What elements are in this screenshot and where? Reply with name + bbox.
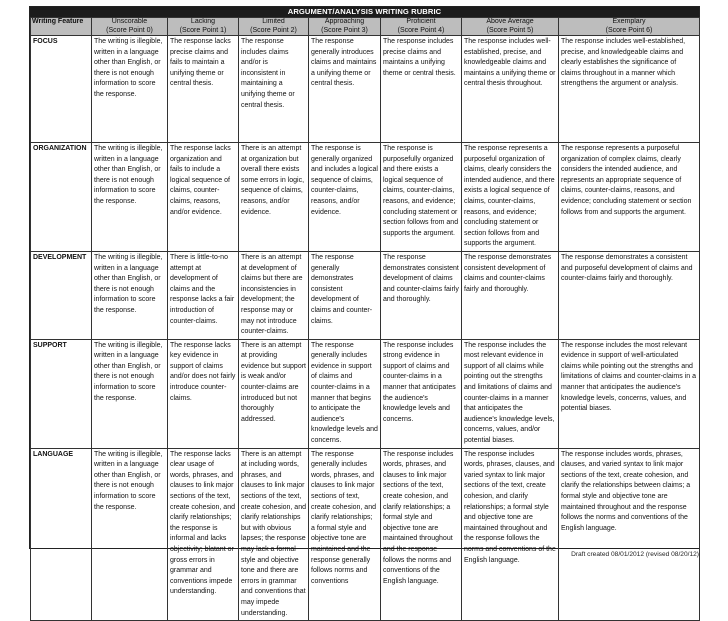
rubric-cell: The response includes the most relevant evidence in support of all claims while pointing out the strengths and limitations of claims and counter-claims in a manner that anticipates the audience's knowledge levels, concerns, values, and/or potential biases. (462, 339, 559, 448)
level-score: (Score Point 0) (106, 26, 153, 34)
feature-cell: DEVELOPMENT (31, 251, 92, 339)
table-row-support (31, 339, 700, 448)
level-name: Above Average (486, 18, 534, 25)
rubric-cell: The response lacks organization and fails to include a logical sequence of claims, counter-claims, reasons, and/or evidence. (168, 143, 239, 252)
feature-cell: LANGUAGE (31, 448, 92, 621)
rubric-cell: The writing is illegible, written in a language other than English, or there is not enough information to score the response. (92, 339, 168, 448)
rubric-cell: The writing is illegible, written in a language other than English, or there is not enough information to score the response. (92, 251, 168, 339)
header-level-1 (168, 18, 239, 36)
level-score: (Score Point 1) (179, 26, 227, 34)
rubric-title: ARGUMENT/ANALYSIS WRITING RUBRIC (30, 7, 699, 17)
level-name: Limited (262, 18, 285, 25)
rubric-cell: The writing is illegible, written in a language other than English, or there is not enough information to score the response. (92, 143, 168, 252)
header-writing-feature: Writing Feature (31, 18, 92, 36)
rubric-cell: There is an attempt at providing evidence but support is weak and/or counter-claims are introduced but not thoroughly addressed. (239, 339, 309, 448)
rubric-cell: There is little-to-no attempt at development of claims and the response lacks a fair introduction of counter-claims. (168, 251, 239, 339)
level-score: (Score Point 5) (486, 26, 534, 34)
rubric-cell: The response includes claims and/or is inconsistent in maintaining a unifying theme or central thesis. (239, 36, 309, 143)
rubric-cell: The response includes the most relevant evidence in support of well-articulated claims while pointing out the strengths and limitations of claims and counter-claims in a manner that anticipates the audience's knowledge levels, concerns, values, and potential biases. (559, 339, 700, 448)
rubric-cell: The response generally demonstrates consistent development of claims and counter-claims. (309, 251, 381, 339)
rubric-cell: The response is generally organized and includes a logical sequence of claims, counter-claims, reasons, and/or evidence. (309, 143, 381, 252)
rubric-cell: The response includes words, phrases, clauses, and varied syntax to link major sections of the text, create cohesion, and clarify the relationships between claims; a formal style and objective tone are maintained throughout and the response follows the norms and conventions of the English language. (559, 448, 700, 621)
feature-cell: FOCUS (31, 36, 92, 143)
header-level-5 (462, 18, 559, 36)
rubric-cell: There is an attempt at organization but overall there exists some errors in logic, sequence of claims, reasons, and/or evidence. (239, 143, 309, 252)
rubric-cell: The response represents a purposeful organization of claims, clearly considers the intended audience, and there exists a logical sequence of claims, counter-claims, reasons, and evidence; concluding statement or section follows from and supports the argument. (462, 143, 559, 252)
rubric-cell: The response demonstrates consistent development of claims and counter-claims fairly and thoroughly. (462, 251, 559, 339)
header-level-3 (309, 18, 381, 36)
rubric-cell: The response generally introduces claims and maintains a unifying theme or central thesis. (309, 36, 381, 143)
level-name: Approaching (324, 18, 365, 25)
header-level-0 (92, 18, 168, 36)
feature-cell: SUPPORT (31, 339, 92, 448)
table-row-organization (31, 143, 700, 252)
rubric-cell: There is an attempt at development of claims but there are inconsistencies in development; the response may or may not introduce counter-claims. (239, 251, 309, 339)
rubric-cell: The response lacks precise claims and fails to maintain a unifying theme or central thesis. (168, 36, 239, 143)
rubric-cell: The writing is illegible, written in a language other than English, or there is not enough information to score the response. (92, 448, 168, 621)
rubric-cell: The response generally includes words, phrases, and clauses to link major sections of text, create cohesion, and clarify relationships; a formal style and objective tone are maintained and the response generally follows norms and conventions (309, 448, 381, 621)
header-level-4 (381, 18, 462, 36)
rubric-cell: The response demonstrates a consistent and purposeful development of claims and counter-claims fairly and thoroughly. (559, 251, 700, 339)
level-score: (Score Point 4) (397, 26, 445, 34)
level-name: Lacking (190, 18, 216, 25)
rubric-cell: The response lacks key evidence in support of claims and/or does not fairly introduce counter-claims. (168, 339, 239, 448)
rubric-cell: The response generally includes evidence in support of claims and counter-claims in a manner that begins to anticipate the audience's knowledge levels and concerns. (309, 339, 381, 448)
level-name: Proficient (406, 18, 436, 25)
rubric-cell: The response includes well-established, precise, and knowledgeable claims and clearly establishes the significance of claims throughout in a manner which strengthens the argument or analysis. (559, 36, 700, 143)
rubric-cell: The writing is illegible, written in a language other than English, or there is not enough information to score the response. (92, 36, 168, 143)
rubric-cell: The response is purposefully organized and there exists a logical sequence of claims, counter-claims, reasons, and evidence; concluding statement or section follows from and supports the argument. (381, 143, 462, 252)
rubric-cell: The response demonstrates consistent development of claims and counter-claims fairly and thoroughly. (381, 251, 462, 339)
header-level-6 (559, 18, 700, 36)
header-level-2 (239, 18, 309, 36)
rubric-cell: The response includes words, phrases, clauses, and varied syntax to link major sections of the text, create cohesion, and clarify relationships; a formal style and objective tone are maintained throughout and the response follows the norms and conventions of the English language. (462, 448, 559, 621)
table-row-language (31, 448, 700, 621)
table-row-focus (31, 36, 700, 143)
rubric-cell: The response represents a purposeful organization of complex claims, clearly considers the intended audience, and represents an appropriate sequence of claims, counter-claims, reasons, and evidence; concluding statement or section follows from and supports the argument. (559, 143, 700, 252)
level-name: Exemplary (612, 18, 646, 25)
rubric-cell: The response includes words, phrases, and clauses to link major sections of the text, create cohesion, and clarify relationships; a formal style and objective tone are maintained throughout and the response follows the norms and conventions of the English language. (381, 448, 462, 621)
level-score: (Score Point 2) (250, 26, 297, 34)
rubric-cell: The response lacks clear usage of words, phrases, and clauses to link major sections of the text, create cohesion, and clarify relationships; the response is informal and lacks objectivity; blatant or gross errors in grammar and conventions impede understanding. (168, 448, 239, 621)
draft-footer-note: Draft created 08/01/2012 (revised 08/20/12) (571, 551, 699, 558)
rubric-cell: The response includes precise claims and maintains a unifying theme or central thesis. (381, 36, 462, 143)
rubric-cell: There is an attempt at including words, phrases, and clauses to link major sections of the text, create cohesion, and clarify relationships but with obvious lapses; the response may lack a formal style and objective tone and there are errors in grammar and conventions that may impede understanding. (239, 448, 309, 621)
level-name: Unscorable (111, 18, 148, 25)
rubric-cell: The response includes strong evidence in support of claims and counter-claims in a manner that anticipates the audience's knowledge levels and concerns. (381, 339, 462, 448)
rubric-cell: The response includes well-established, precise, and knowledgeable claims and maintains a unifying theme or central thesis throughout. (462, 36, 559, 143)
level-score: (Score Point 6) (605, 26, 653, 34)
table-row-development (31, 251, 700, 339)
feature-cell: ORGANIZATION (31, 143, 92, 252)
level-score: (Score Point 3) (321, 26, 368, 34)
header-row (31, 18, 700, 36)
rubric-table (30, 17, 700, 621)
